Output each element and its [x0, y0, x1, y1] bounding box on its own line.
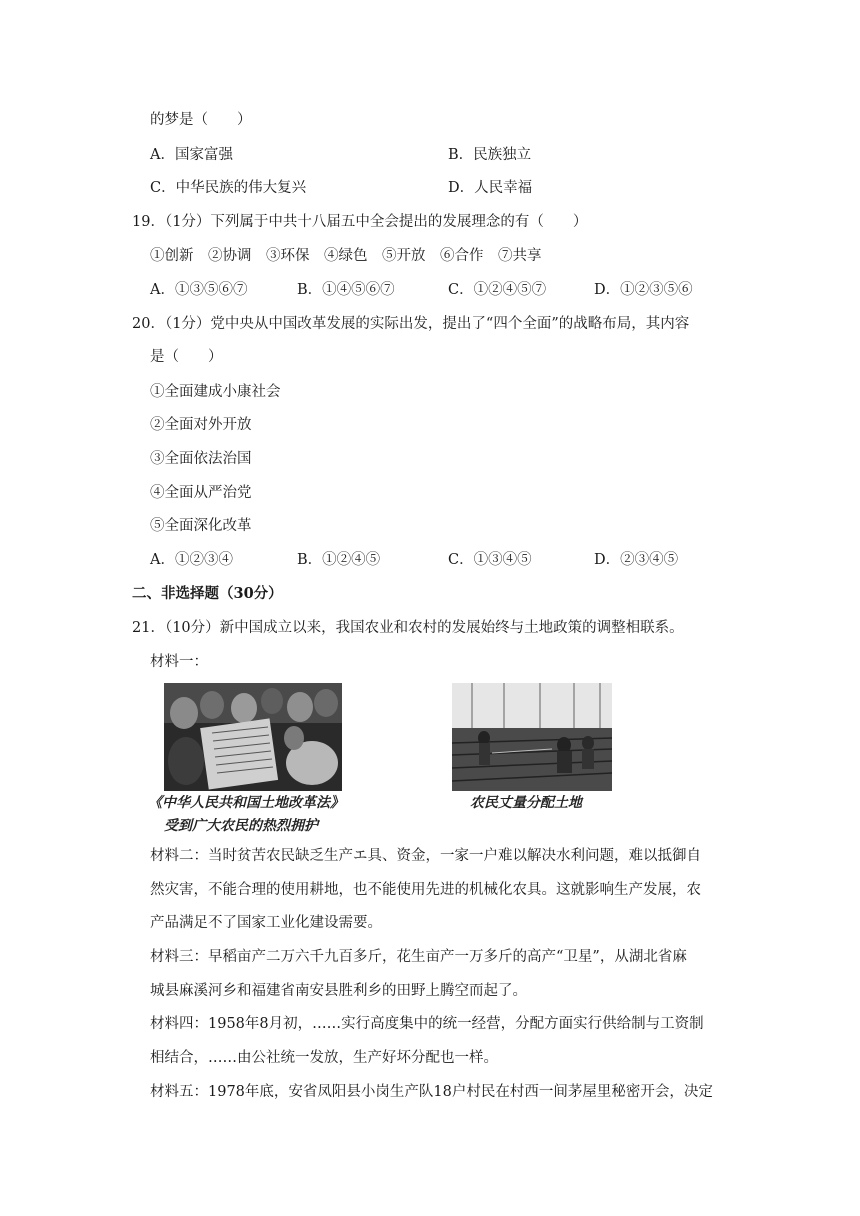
q19-option-a: A．①③⑤⑥⑦	[150, 282, 248, 298]
q21-stem: 21．（10分）新中国成立以来，我国农业和农村的发展始终与土地政策的调整相联系。	[132, 620, 684, 636]
material3-line2: 城县麻溪河乡和福建省南安县胜利乡的田野上腾空而起了。	[150, 983, 527, 999]
q20-item-4: ④全面从严治党	[150, 485, 252, 501]
q20-item-2: ②全面对外开放	[150, 417, 252, 433]
q19-stem: 19．（1分）下列属于中共十八届五中全会提出的发展理念的有（ ）	[132, 214, 588, 230]
q19-option-b: B．①④⑤⑥⑦	[297, 282, 395, 298]
q20-option-a: A．①②③④	[150, 552, 233, 568]
q20-option-d: D．②③④⑤	[594, 552, 679, 568]
q18-stem-tail: 的梦是（ ）	[150, 112, 252, 128]
q20-option-c: C．①③④⑤	[448, 552, 532, 568]
material2-line3: 产品满足不了国家工业化建设需要。	[150, 915, 382, 931]
q19-option-c: C．①②④⑤⑦	[448, 282, 547, 298]
q20-item-3: ③全面依法治国	[150, 451, 252, 467]
q18-option-d: D．人民幸福	[448, 180, 533, 196]
q18-option-c: C．中华民族的伟大复兴	[150, 180, 307, 196]
q20-stem-line2: 是（ ）	[150, 349, 223, 365]
q18-option-b: B．民族独立	[448, 147, 532, 163]
photo1-caption-line1: 《中华人民共和国土地改革法》	[148, 795, 344, 811]
material5-line1: 材料五：1978年底，安省凤阳县小岗生产队18户村民在村西一间茅屋里秘密开会，决定	[150, 1084, 713, 1100]
q20-item-5: ⑤全面深化改革	[150, 518, 252, 534]
q20-item-1: ①全面建成小康社会	[150, 384, 281, 400]
land-measurement-photo	[452, 683, 612, 791]
q20-stem-line1: 20．（1分）党中央从中国改革发展的实际出发，提出了“四个全面”的战略布局，其内容	[132, 316, 690, 332]
material3-line1: 材料三：早稻亩产二万六千九百多斤，花生亩产一万多斤的高产“卫星”，从湖北省麻	[150, 949, 687, 965]
q19-items: ①创新 ②协调 ③环保 ④绿色 ⑤开放 ⑥合作 ⑦共享	[150, 248, 542, 264]
material2-line2: 然灾害，不能合理的使用耕地，也不能使用先进的机械化农具。这就影响生产发展，农	[150, 882, 701, 898]
q21-material1-label: 材料一：	[150, 654, 208, 670]
material2-line1: 材料二：当时贫苦农民缺乏生产エ具、资金，一家一户难以解决水利问题，难以抵御自	[150, 848, 701, 864]
material4-line1: 材料四：1958年8月初，……实行高度集中的统一经营，分配方面实行供给制与工资制	[150, 1016, 704, 1032]
q20-option-b: B．①②④⑤	[297, 552, 381, 568]
q18-option-a: A．国家富强	[150, 147, 233, 163]
photo1-caption-line2: 受到广大农民的热烈拥护	[164, 818, 318, 834]
section-title: 二、非选择题（30分）	[132, 585, 283, 602]
material4-line2: 相结合，……由公社统一发放，生产好坏分配也一样。	[150, 1050, 498, 1066]
land-reform-law-photo	[164, 683, 342, 791]
photo2-caption: 农民丈量分配土地	[470, 795, 582, 811]
q19-option-d: D．①②③⑤⑥	[594, 282, 693, 298]
